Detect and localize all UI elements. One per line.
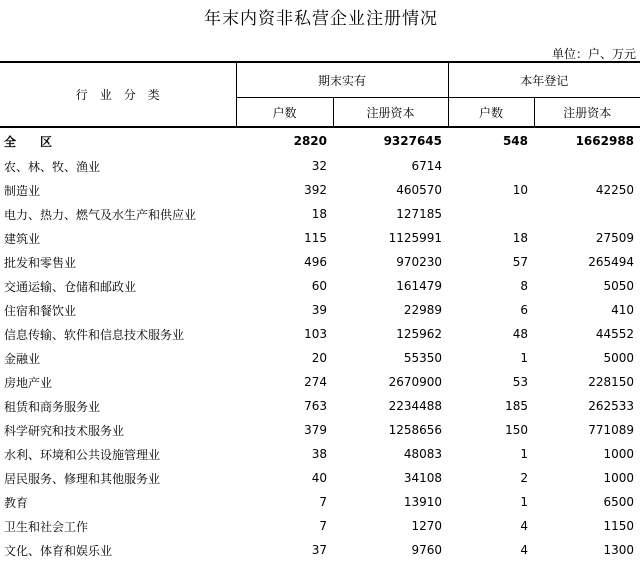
- row-name: 卫生和社会工作: [4, 519, 89, 534]
- cell-new-capital: 1662988: [575, 134, 635, 148]
- cell-households: 763: [304, 399, 327, 413]
- table-row: [0, 346, 640, 370]
- cell-new-households: 548: [502, 134, 529, 148]
- col-header-capital: 注册资本: [333, 98, 448, 128]
- table-row: [0, 394, 640, 418]
- cell-capital: 1270: [411, 519, 443, 533]
- cell-households: 2820: [293, 134, 327, 148]
- cell-households: 38: [311, 447, 327, 461]
- cell-new-households: 48: [512, 327, 529, 341]
- cell-new-households: 4: [520, 543, 529, 557]
- cell-new-capital: [534, 154, 640, 178]
- cell-new-households: 10: [512, 183, 529, 197]
- cell-households: 115: [304, 231, 327, 245]
- table-row: [0, 322, 640, 346]
- page-title: 年末内资非私营企业注册情况: [204, 9, 438, 29]
- cell-capital: 2234488: [388, 399, 443, 413]
- cell-new-capital: 228150: [588, 375, 635, 389]
- cell-new-capital: 771089: [588, 423, 635, 437]
- col-header-households: 户数: [236, 98, 333, 128]
- cell-new-capital: 42250: [595, 183, 635, 197]
- row-name: 住宿和餐饮业: [4, 303, 77, 318]
- cell-new-capital: 1300: [603, 543, 635, 557]
- row-name: 农、林、牧、渔业: [4, 159, 101, 174]
- cell-households: 20: [311, 351, 327, 365]
- row-name: 水利、环境和公共设施管理业: [4, 447, 161, 462]
- cell-new-households: 4: [520, 519, 529, 533]
- cell-capital: 970230: [396, 255, 443, 269]
- cell-capital: 6714: [411, 159, 443, 173]
- cell-capital: 2670900: [388, 375, 443, 389]
- table-body: [0, 127, 640, 562]
- cell-new-capital: 1000: [603, 447, 635, 461]
- table-row: [0, 370, 640, 394]
- cell-capital: 9760: [411, 543, 443, 557]
- table-row: [0, 538, 640, 562]
- cell-new-capital: [534, 202, 640, 226]
- cell-new-households: 1: [520, 351, 529, 365]
- col-header-new-households: 户数: [448, 98, 534, 128]
- row-name: 科学研究和技术服务业: [4, 423, 125, 438]
- cell-capital: 460570: [396, 183, 443, 197]
- cell-capital: 9327645: [383, 134, 443, 148]
- cell-capital: 55350: [403, 351, 443, 365]
- table-row: [0, 442, 640, 466]
- cell-new-capital: 1000: [603, 471, 635, 485]
- cell-households: 18: [311, 207, 327, 221]
- col-header-new-capital: 注册资本: [534, 98, 640, 128]
- table-row: [0, 154, 640, 178]
- table-row: [0, 202, 640, 226]
- cell-capital: 1258656: [388, 423, 443, 437]
- cell-new-households: 57: [512, 255, 529, 269]
- row-name: 金融业: [4, 351, 41, 366]
- row-name: 批发和零售业: [4, 255, 77, 270]
- row-name: 建筑业: [4, 231, 41, 246]
- table-row: [0, 178, 640, 202]
- cell-new-households: 2: [520, 471, 529, 485]
- row-name: 租赁和商务服务业: [4, 399, 101, 414]
- cell-new-households: 1: [520, 495, 529, 509]
- cell-new-capital: 6500: [603, 495, 635, 509]
- cell-households: 39: [311, 303, 327, 317]
- cell-households: 103: [304, 327, 327, 341]
- category-header: 行 业 分 类: [0, 62, 236, 127]
- cell-new-households: 8: [520, 279, 529, 293]
- cell-new-capital: 262533: [588, 399, 635, 413]
- cell-new-households: 150: [505, 423, 529, 437]
- cell-new-households: 53: [512, 375, 529, 389]
- row-name: 电力、热力、燃气及水生产和供应业: [4, 207, 197, 222]
- table-row: [0, 298, 640, 322]
- row-name: 信息传输、软件和信息技术服务业: [4, 327, 185, 342]
- cell-new-capital: 1150: [603, 519, 635, 533]
- cell-new-capital: 27509: [595, 231, 635, 245]
- cell-capital: 48083: [403, 447, 443, 461]
- cell-households: 37: [311, 543, 327, 557]
- cell-new-households: 185: [505, 399, 529, 413]
- row-name: 文化、体育和娱乐业: [4, 543, 113, 558]
- cell-new-households: 6: [520, 303, 529, 317]
- row-name: 教育: [4, 495, 29, 510]
- table-row: [0, 466, 640, 490]
- row-name: 全 区: [4, 134, 53, 149]
- cell-new-households: 1: [520, 447, 529, 461]
- table-row: [0, 274, 640, 298]
- cell-new-capital: 5050: [603, 279, 635, 293]
- cell-capital: 22989: [403, 303, 443, 317]
- table-row: [0, 418, 640, 442]
- cell-households: 32: [311, 159, 327, 173]
- cell-households: 496: [304, 255, 327, 269]
- table-row: [0, 226, 640, 250]
- unit-label: 单位：户、万元: [551, 47, 636, 61]
- cell-capital: 1125991: [388, 231, 443, 245]
- cell-new-households: 18: [512, 231, 529, 245]
- cell-new-capital: 5000: [603, 351, 635, 365]
- cell-households: 392: [304, 183, 327, 197]
- cell-households: 7: [319, 495, 327, 509]
- cell-new-capital: 44552: [595, 327, 635, 341]
- row-name: 交通运输、仓储和邮政业: [4, 279, 137, 294]
- table-row: [0, 250, 640, 274]
- row-name: 制造业: [4, 183, 41, 198]
- cell-capital: 13910: [403, 495, 443, 509]
- cell-households: 274: [304, 375, 327, 389]
- cell-new-households: [448, 154, 534, 178]
- enterprise-registration-table: [0, 61, 640, 562]
- cell-households: 379: [304, 423, 327, 437]
- table-row: [0, 514, 640, 538]
- row-name: 房地产业: [4, 375, 53, 390]
- cell-capital: 125962: [396, 327, 443, 341]
- cell-households: 7: [319, 519, 327, 533]
- cell-households: 60: [311, 279, 327, 293]
- cell-new-capital: 265494: [588, 255, 635, 269]
- cell-new-households: [448, 202, 534, 226]
- cell-new-capital: 410: [611, 303, 635, 317]
- cell-capital: 127185: [396, 207, 443, 221]
- cell-households: 40: [311, 471, 327, 485]
- cell-capital: 161479: [396, 279, 443, 293]
- group-header-existing: 期末实有: [236, 62, 448, 98]
- group-header-registered: 本年登记: [448, 62, 640, 98]
- total-row: [0, 127, 640, 154]
- cell-capital: 34108: [403, 471, 443, 485]
- table-row: [0, 490, 640, 514]
- row-name: 居民服务、修理和其他服务业: [4, 471, 161, 486]
